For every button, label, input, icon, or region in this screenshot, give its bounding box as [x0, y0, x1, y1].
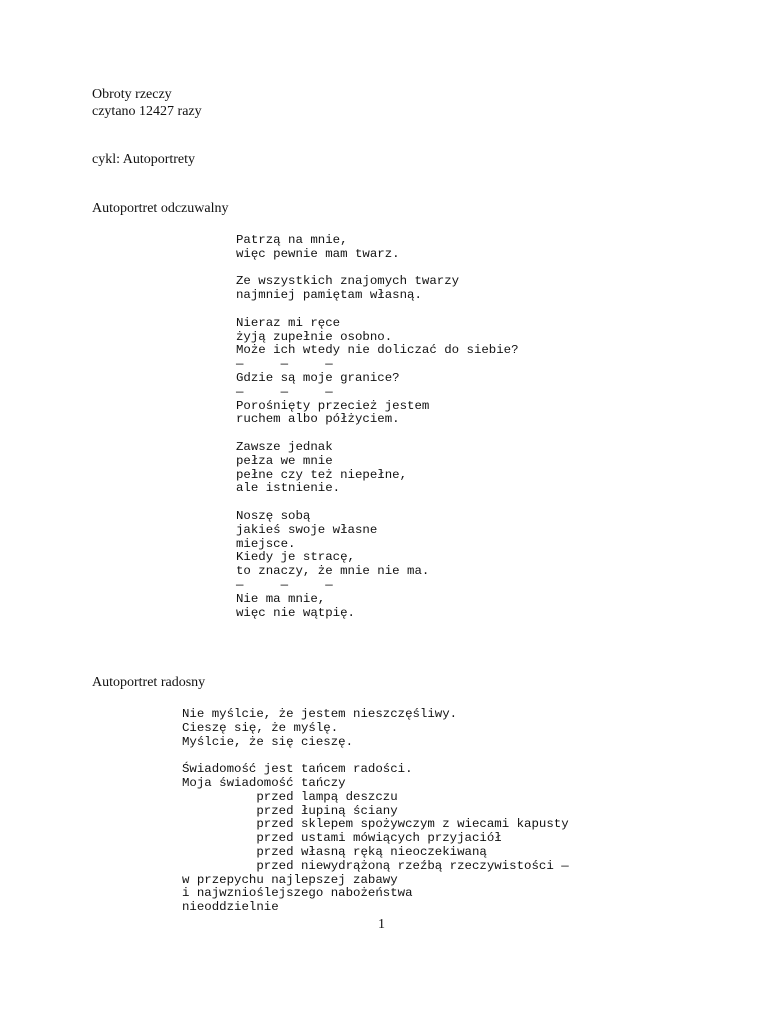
poem-line: Myślcie, że się cieszę.: [182, 734, 354, 749]
poem-line: Nie myślcie, że jestem nieszczęśliwy.: [182, 707, 458, 721]
poem-body-radosny: [182, 708, 569, 915]
poem-line: Może ich wtedy nie doliczać do siebie?: [236, 343, 519, 358]
document-title: Obroty rzeczy: [92, 87, 172, 102]
poem-line: przed niewydrążoną rzeźbą rzeczywistości —: [182, 858, 569, 873]
poem-line: Nie ma mnie,: [236, 591, 326, 606]
poem-title-radosny: Autoportret radosny: [92, 675, 206, 690]
poem-line: Zawsze jednak: [236, 439, 333, 454]
poem-line: przed ustami mówiących przyjaciół: [182, 831, 502, 846]
poem-line: Porośnięty przecież jestem: [236, 398, 430, 413]
poem-line: więc pewnie mam twarz.: [236, 246, 400, 261]
poem-line: przed łupiną ściany: [182, 803, 398, 818]
cycle-label: cykl: Autoportrety: [92, 152, 196, 167]
poem-line: Nieraz mi ręce: [236, 315, 341, 330]
poem-line: Patrzą na mnie,: [236, 233, 348, 247]
poem-line: przed sklepem spożywczym z wiecami kapusty: [182, 817, 569, 832]
poem-line: przed lampą deszczu: [182, 789, 398, 804]
read-count: czytano 12427 razy: [92, 104, 202, 119]
poem-line: [236, 496, 519, 510]
poem-line: jakieś swoje własne: [236, 522, 378, 537]
poem-line: Kiedy je stracę,: [236, 550, 355, 565]
poem-line: — — —: [236, 384, 333, 399]
poem-line: miejsce.: [236, 536, 296, 551]
poem-line: najmniej pamiętam własną.: [236, 288, 422, 303]
poem-line: i najwznioślejszego nabożeństwa: [182, 886, 413, 901]
poem-line: — — —: [236, 577, 333, 592]
poem-line: więc nie wątpię.: [236, 605, 355, 620]
poem-line: pełne czy też niepełne,: [236, 467, 408, 482]
poem-line: ale istnienie.: [236, 481, 341, 496]
page-number: 1: [378, 917, 385, 932]
poem-line: nieoddzielnie: [182, 900, 279, 915]
poem-line: Noszę sobą: [236, 508, 311, 523]
poem-line: Świadomość jest tańcem radości.: [182, 762, 413, 777]
poem-line: [236, 262, 519, 276]
poem-line: Ze wszystkich znajomych twarzy: [236, 274, 460, 289]
poem-line: żyją zupełnie osobno.: [236, 329, 393, 344]
poem-line: — — —: [236, 357, 333, 372]
poem-line: Moja świadomość tańczy: [182, 775, 346, 790]
poem-line: pełza we mnie: [236, 453, 333, 468]
poem-line: Cieszę się, że myślę.: [182, 720, 339, 735]
poem-line: Gdzie są moje granice?: [236, 370, 400, 385]
document-header: [92, 86, 202, 120]
poem-line: [236, 427, 519, 441]
poem-title-odczuwalny: Autoportret odczuwalny: [92, 201, 229, 216]
poem-line: to znaczy, że mnie nie ma.: [236, 564, 430, 579]
poem-line: [236, 303, 519, 317]
poem-line: ruchem albo półżyciem.: [236, 412, 400, 427]
poem-line: w przepychu najlepszej zabawy: [182, 872, 398, 887]
poem-line: przed własną ręką nieoczekiwaną: [182, 844, 487, 859]
poem-body-odczuwalny: [236, 234, 519, 620]
